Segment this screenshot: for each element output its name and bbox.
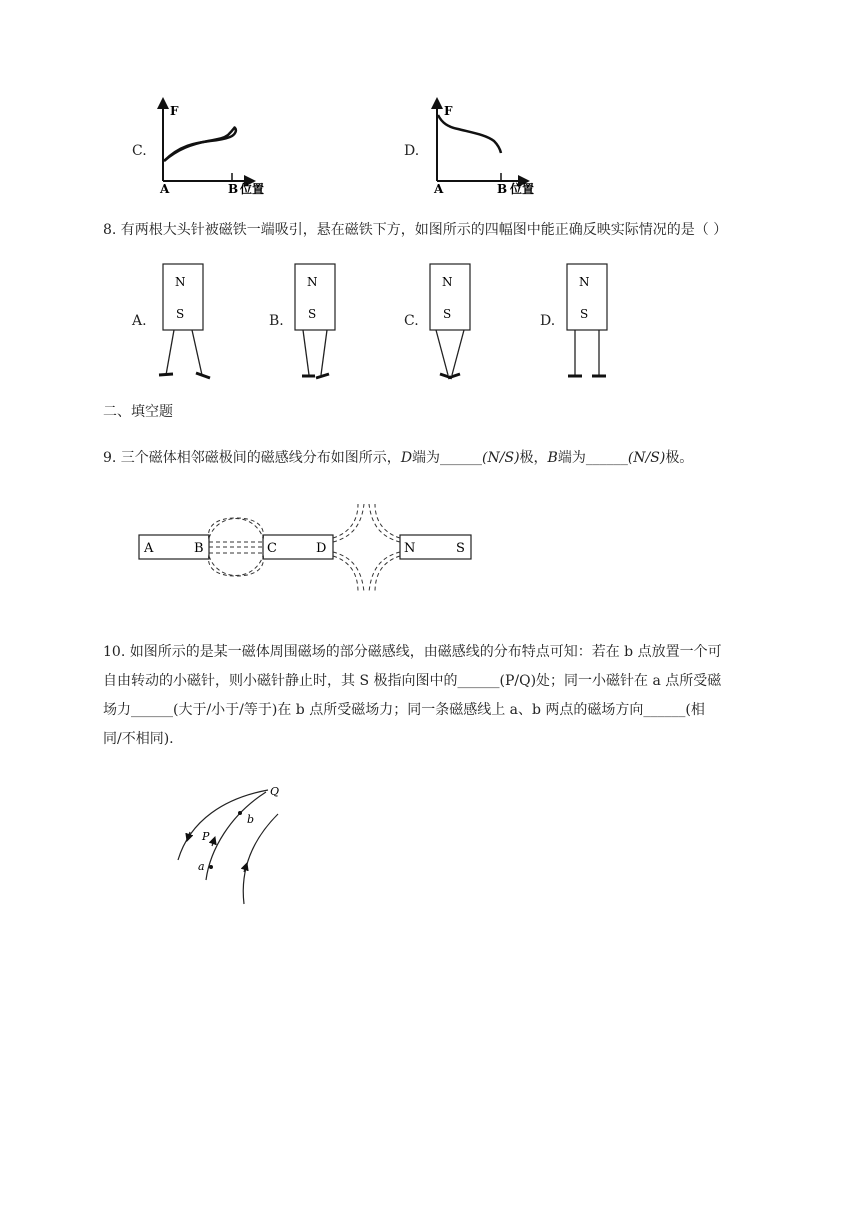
q10-field-lines-diagram: [170, 780, 300, 910]
svg-text:A: A: [144, 541, 154, 556]
svg-text:A: A: [160, 182, 170, 195]
graph-d: [424, 95, 554, 195]
q8-option-c: C.: [404, 313, 419, 329]
svg-text:C: C: [267, 541, 277, 556]
q8-option-d: D.: [540, 313, 556, 329]
magnet-figure-a: [150, 260, 220, 385]
svg-text:P: P: [202, 830, 210, 843]
svg-text:S: S: [456, 541, 465, 556]
svg-text:位置: 位置: [240, 182, 265, 195]
field-lines-bc: [208, 518, 263, 576]
svg-text:F: F: [444, 104, 453, 118]
section-title: 二、填空题: [103, 404, 173, 420]
point-b: [238, 811, 242, 815]
curve-d: [438, 115, 501, 153]
svg-text:S: S: [308, 307, 317, 321]
point-a: [209, 865, 213, 869]
option-c-label: C.: [132, 143, 147, 159]
question-8: 8. 有两根大头针被磁铁一端吸引，悬在磁铁下方，如图所示的四幅图中能正确反映实际情况的是（ ）: [103, 222, 728, 238]
magnet-figure-d: [554, 260, 624, 385]
svg-text:B: B: [228, 182, 239, 195]
svg-text:S: S: [443, 307, 452, 321]
svg-text:N: N: [307, 275, 318, 289]
svg-text:位置: 位置: [510, 182, 535, 195]
svg-text:B: B: [194, 541, 204, 556]
question-9: 9. 三个磁体相邻磁极间的磁感线分布如图所示，D端为______(N/S)极，B端为______(N/S)极。: [103, 450, 694, 466]
svg-text:S: S: [176, 307, 185, 321]
option-d-label: D.: [404, 143, 420, 159]
svg-text:N: N: [442, 275, 453, 289]
svg-text:S: S: [580, 307, 589, 321]
svg-text:N: N: [175, 275, 186, 289]
field-lines-dn: [333, 504, 400, 592]
svg-text:Q: Q: [270, 785, 280, 798]
magnet-figure-b: [283, 260, 353, 385]
graph-c: [150, 95, 280, 195]
axis-f: F: [170, 104, 179, 118]
pin-left: [166, 330, 174, 375]
pin-right: [192, 330, 202, 375]
field-line-inner: [243, 814, 278, 904]
svg-text:A: A: [434, 182, 444, 195]
q8-option-a: A.: [132, 313, 147, 329]
q9-magnet-field-diagram: [130, 500, 480, 600]
svg-text:D: D: [316, 541, 327, 556]
field-line-middle: [206, 792, 266, 880]
svg-text:N: N: [579, 275, 590, 289]
svg-text:N: N: [404, 541, 416, 556]
svg-text:a: a: [198, 860, 205, 873]
q8-option-b: B.: [269, 313, 284, 329]
magnet-figure-c: [418, 260, 488, 385]
svg-text:B: B: [497, 182, 508, 195]
svg-text:b: b: [247, 813, 255, 826]
